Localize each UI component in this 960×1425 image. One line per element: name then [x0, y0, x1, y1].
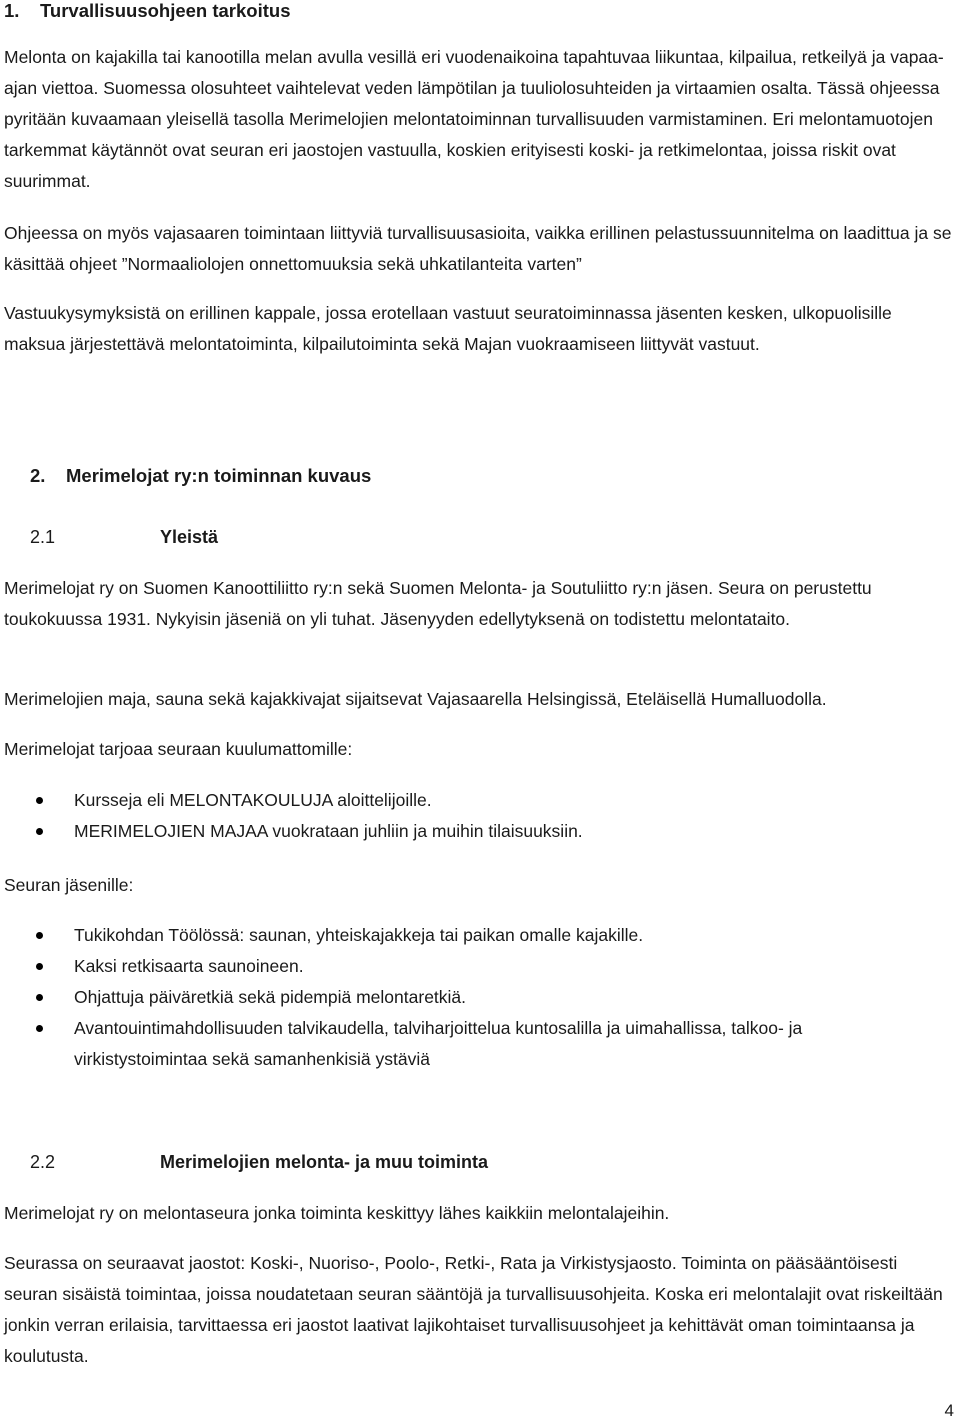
section-2-title: Merimelojat ry:n toiminnan kuvaus: [66, 465, 372, 486]
subsection-2-1-paragraph-1: Merimelojat ry on Suomen Kanoottiliitto ry:n sekä Suomen Melonta- ja Soutuliitto ry:n jäsen. Seura on perustettu toukokuussa 1931. Nykyisin jäseniä on yli tuhat. Jäsenyyden edellytyksenä on todistettu melontataito.: [4, 578, 872, 629]
bullet-list-members: [0, 920, 950, 1075]
subsection-2-1-number: 2.1: [30, 527, 56, 547]
list-item: MERIMELOJIEN MAJAA vuokrataan juhliin ja muihin tilaisuuksiin.: [0, 816, 950, 847]
subsection-2-2-paragraph-2: Seurassa on seuraavat jaostot: Koski-, Nuoriso-, Poolo-, Retki-, Rata ja Virkistysjaosto. Toiminta on pääsääntöisesti seuran sisäistä toimintaa, joissa noudatetaan seuran sääntöjä ja turvallisuusohjeita. Koska eri melontalajit ovat riskeiltään jonkin verran erilaisia, tarvittaessa eri jaostot laativat lajikohtaiset turvallisuusohjeet ja kehittävät oman toimintaansa ja koulutusta.: [4, 1253, 943, 1366]
subsection-2-2-title: Merimelojien melonta- ja muu toiminta: [160, 1152, 489, 1172]
section-2-number: 2.: [30, 465, 46, 486]
section-1-paragraph-3: Vastuukysymyksistä on erillinen kappale, jossa erotellaan vastuut seuratoiminnassa jäsenten kesken, ulkopuolisille maksua järjestettävä melontatoiminta, kilpailutoiminta sekä Majan vuokraamiseen liittyvät vastuut.: [4, 303, 892, 354]
section-1-paragraph-1: Melonta on kajakilla tai kanootilla melan avulla vesillä eri vuodenaikoina tapahtuvaa liikuntaa, kilpailua, retkeilyä ja vapaa-ajan viettoa. Suomessa olosuhteet vaihtelevat veden lämpötilan ja tuuliolosuhteiden ja virtaamien osalta. Tässä ohjeessa pyritään kuvaamaan yleisellä tasolla Merimelojien melontatoiminnan turvallisuuden varmistaminen. Eri melontamuotojen tarkemmat käytännöt ovat seuran eri jaostojen vastuulla, koskien erityisesti koski- ja retkimelontaa, joissa riskit ovat suurimmat.: [4, 47, 944, 191]
subsection-2-1-paragraph-3: Merimelojat tarjoaa seuraan kuulumattomille:: [4, 739, 353, 759]
section-1-paragraph-2: Ohjeessa on myös vajasaaren toimintaan liittyviä turvallisuusasioita, vaikka erillinen pelastussuunnitelma on laadittua ja se käsittää ohjeet ”Normaaliolojen onnettomuuksia sekä uhkatilanteita varten”: [4, 223, 952, 274]
subsection-2-1-paragraph-4: Seuran jäsenille:: [4, 875, 134, 895]
subsection-2-2-paragraph-1: Merimelojat ry on melontaseura jonka toiminta keskittyy lähes kaikkiin melontalajeihin.: [4, 1203, 670, 1223]
bullet-list-non-members: [0, 785, 950, 847]
list-item: Avantouintimahdollisuuden talvikaudella, talviharjoittelua kuntosalilla ja uimahallissa, talkoo- ja virkistystoimintaa sekä samanhenkisiä ystäviä: [0, 1013, 934, 1075]
list-item: Kursseja eli MELONTAKOULUJA aloittelijoille.: [0, 785, 950, 816]
list-item: Ohjattuja päiväretkiä sekä pidempiä melontaretkiä.: [0, 982, 950, 1013]
section-1-heading: [4, 0, 291, 22]
section-1-title: Turvallisuusohjeen tarkoitus: [40, 0, 291, 21]
subsection-2-1-title: Yleistä: [160, 527, 219, 547]
subsection-2-1-paragraph-2: Merimelojien maja, sauna sekä kajakkivajat sijaitsevat Vajasaarella Helsingissä, Eteläisellä Humalluodolla.: [4, 689, 827, 709]
subsection-2-2-number: 2.2: [30, 1152, 56, 1172]
section-1-number: 1.: [4, 0, 20, 21]
list-item: Tukikohdan Töölössä: saunan, yhteiskajakkeja tai paikan omalle kajakille.: [0, 920, 950, 951]
page-number: 4: [944, 1401, 954, 1420]
list-item: Kaksi retkisaarta saunoineen.: [0, 951, 950, 982]
